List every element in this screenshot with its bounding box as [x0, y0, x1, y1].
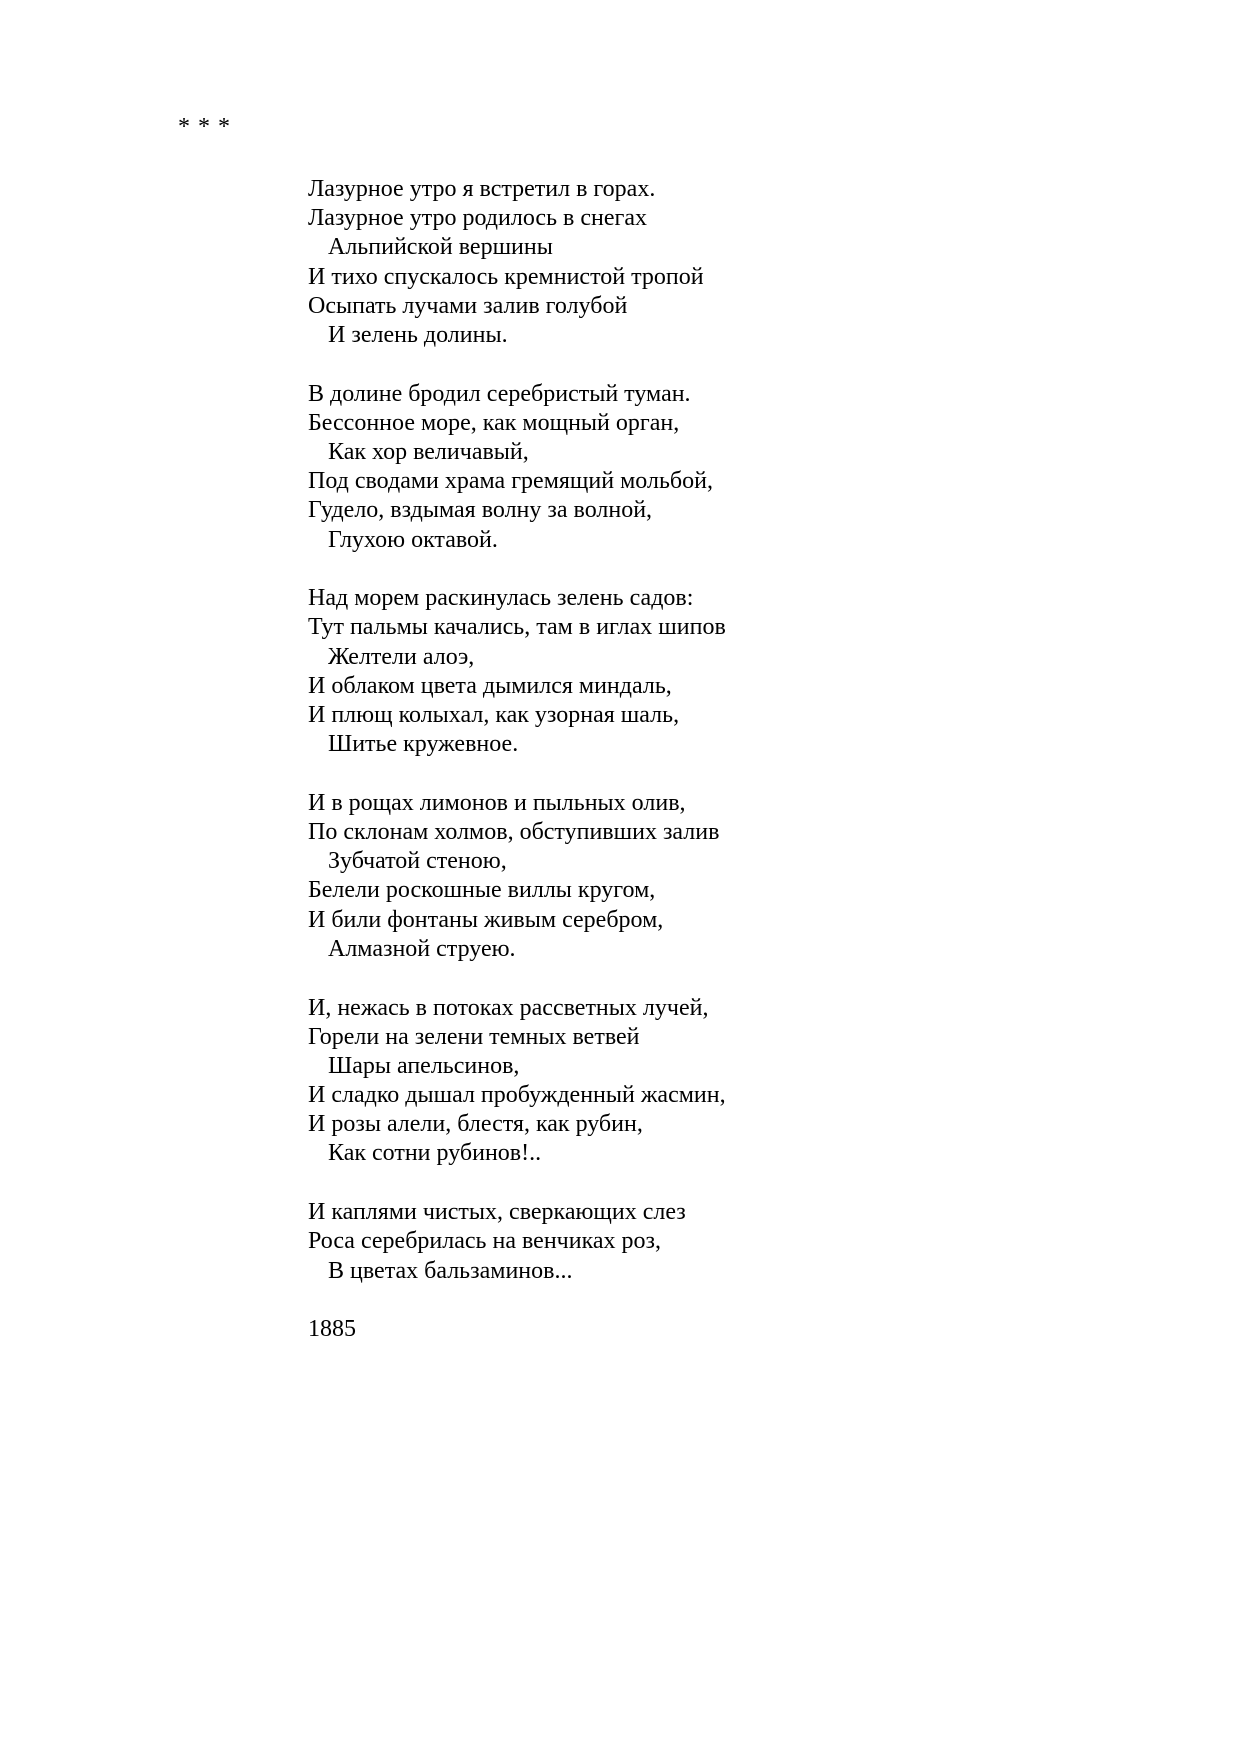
- poem-line: И зелень долины.: [328, 321, 508, 348]
- stanza: [308, 1198, 1168, 1286]
- poem-line: И, нежась в потоках рассветных лучей,: [308, 994, 709, 1021]
- poem-line: Альпийской вершины: [328, 234, 553, 261]
- stanza: [308, 789, 1168, 964]
- stanza: [308, 380, 1168, 555]
- poem-line: Лазурное утро я встретил в горах.: [308, 176, 656, 202]
- poem-line: Глухою октавой.: [328, 526, 498, 553]
- stanza: [308, 175, 1168, 350]
- poem-line: Горели на зелени темных ветвей: [308, 1023, 640, 1050]
- stanza: [308, 584, 1168, 759]
- stanza-list: [308, 175, 1168, 1286]
- poem-line: Над морем раскинулась зелень садов:: [308, 585, 694, 612]
- poem-line: Как хор величавый,: [328, 439, 529, 465]
- poem-year: 1885: [308, 1316, 356, 1343]
- poem-line: Шары апельсинов,: [328, 1052, 520, 1079]
- poem-line: Шитье кружевное.: [328, 731, 519, 758]
- poem-body: [308, 175, 1168, 1344]
- poem-line: И плющ колыхал, как узорная шаль,: [308, 702, 680, 728]
- poem-line: Гудело, вздымая волну за волной,: [308, 497, 653, 524]
- poem-line: Лазурное утро родилось в снегах: [308, 205, 647, 232]
- poem-line: По склонам холмов, обступивших залив: [308, 819, 720, 846]
- poem-line: Зубчатой стеною,: [328, 848, 507, 875]
- poem-line: И каплями чистых, сверкающих слез: [308, 1199, 686, 1226]
- poem-line: И в рощах лимонов и пыльных олив,: [308, 789, 686, 816]
- poem-line: И сладко дышал пробужденный жасмин,: [308, 1082, 726, 1109]
- poem-line: И били фонтаны живым серебром,: [308, 906, 664, 933]
- poem-line: Алмазной струею.: [328, 935, 516, 962]
- poem-line: Роса серебрилась на венчиках роз,: [308, 1228, 662, 1255]
- stanza: [308, 994, 1168, 1169]
- section-separator: * * *: [178, 114, 231, 140]
- poem-line: Осыпать лучами залив голубой: [308, 292, 628, 319]
- poem-line: Как сотни рубинов!..: [328, 1140, 542, 1167]
- poem-line: В цветах бальзаминов...: [328, 1257, 573, 1284]
- poem-line: Белели роскошные виллы кругом,: [308, 877, 656, 904]
- poem-line: Тут пальмы качались, там в иглах шипов: [308, 614, 726, 641]
- poem-line: И облаком цвета дымился миндаль,: [308, 672, 672, 699]
- poem-line: Бессонное море, как мощный орган,: [308, 409, 680, 436]
- poem-line: В долине бродил серебристый туман.: [308, 380, 691, 407]
- poem-line: Желтели алоэ,: [328, 643, 475, 670]
- poem-line: И тихо спускалось кремнистой тропой: [308, 263, 704, 290]
- poem-line: И розы алели, блестя, как рубин,: [308, 1111, 643, 1138]
- poem-line: Под сводами храма гремящий мольбой,: [308, 468, 713, 495]
